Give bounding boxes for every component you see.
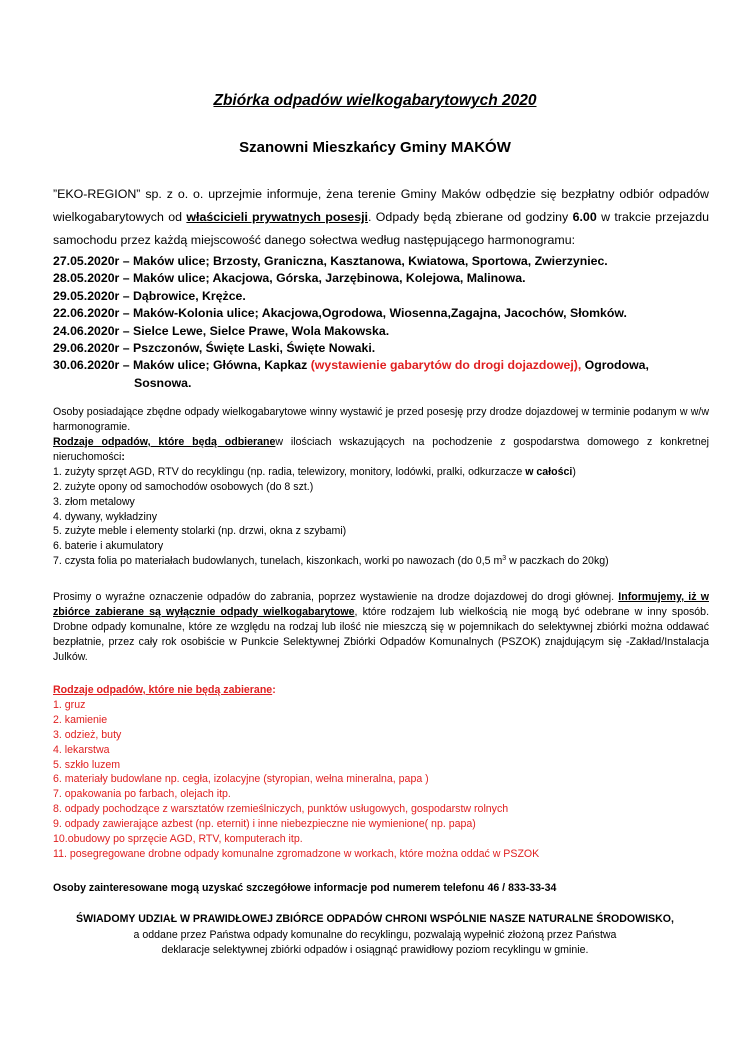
not-collected-section: [53, 683, 709, 862]
schedule-row: [53, 323, 723, 340]
list-item: 7. opakowania po farbach, olejach itp.: [53, 788, 231, 801]
collected-heading-colon: :: [121, 450, 125, 463]
schedule-note: (wystawienie gabarytów do drogi dojazdowej),: [310, 358, 582, 373]
list-item: [53, 465, 709, 480]
schedule-places: Maków ulice; Brzosty, Graniczna, Kasztanowa, Kwiatowa, Sportowa, Zwierzyniec.: [133, 254, 608, 268]
list-item: 3. odzież, buty: [53, 728, 122, 741]
info-paragraph: [53, 590, 709, 665]
collected-heading-title: Rodzaje odpadów, które będą odbierane: [53, 436, 276, 448]
info-emphasis: Informujemy, iż w zbiórce zabierane są wyłącznie odpady wielkogabarytowe: [53, 591, 709, 618]
info-text-1: Prosimy o wyraźne oznaczenie odpadów do zabrania, poprzez wystawienie na drodze dojazdowej do drogi głównej.: [53, 591, 619, 603]
schedule-date: 28.05.2020r: [53, 271, 120, 286]
schedule-date: 24.06.2020r: [53, 323, 120, 338]
schedule-date: 29.06.2020r: [53, 341, 120, 356]
schedule-row: [53, 357, 723, 374]
schedule-date: 29.05.2020r: [53, 288, 120, 303]
footer: [0, 912, 750, 959]
document-subtitle: Szanowni Mieszkańcy Gminy MAKÓW: [239, 139, 511, 156]
footer-text-line: a oddane przez Państwa odpady komunalne do recyklingu, pozwalają wypełnić złożoną przez Państwa: [133, 928, 617, 941]
list-item: 9. odpady zawierające azbest (np. eternit) i inne niebezpieczne nie wymienione( np. papa): [53, 818, 476, 831]
list-item-emphasis: w całości: [525, 465, 573, 478]
schedule-places: Sielce Lewe, Sielce Prawe, Wola Makowska.: [133, 323, 390, 338]
schedule-row: [53, 270, 723, 287]
schedule-row: [53, 305, 723, 322]
list-item: 8. odpady pochodzące z warsztatów rzemieślniczych, punktów usługowych, gospodarstw rolnych: [53, 803, 509, 816]
collected-heading: [53, 435, 709, 465]
list-item: 6. materiały budowlane np. cegła, izolacyjne (styropian, wełna mineralna, papa ): [53, 773, 429, 786]
schedule-date: 27.05.2020r: [53, 254, 120, 268]
list-item: 3. złom metalowy: [53, 495, 135, 508]
schedule-places: Dąbrowice, Krężce.: [133, 288, 246, 303]
info-text-2: , które rodzajem lub wielkością nie mogą być odebrane w inny sposób. Drobne odpady komunalne, które ze względu na rodzaj lub ilość nie mieszczą się w pojemnikach do selektywnej zbiórki można oddawać bezpłatnie, przez cały rok osobiście w Punkcie Selektywnej Zbiórki Odpadów Komunalnych (PSZOK) znajdującym się -Zakład/Instalacja Julków.: [53, 605, 710, 663]
not-collected-heading: [53, 683, 709, 698]
collection-schedule: [53, 253, 723, 392]
list-item: 5. szkło luzem: [53, 758, 121, 771]
schedule-dash: –: [122, 306, 130, 321]
list-item-end: ): [572, 465, 576, 478]
list-item: 1. gruz: [53, 698, 86, 711]
document-title: Zbiórka odpadów wielkogabarytowych 2020: [213, 92, 537, 109]
not-collected-heading-colon: :: [272, 684, 276, 696]
schedule-row: [53, 288, 723, 305]
schedule-dash: –: [122, 358, 130, 373]
intro-text-3: w trakcie przejazdu samochodu przez każdą miejscowość danego sołectwa według następującego harmonogramu:: [53, 210, 709, 247]
intro-private-owners: właścicieli prywatnych posesji: [186, 210, 368, 224]
footer-slogan: ŚWIADOMY UDZIAŁ W PRAWIDŁOWEJ ZBIÓRCE ODPADÓW CHRONI WSPÓLNIE NASZE NATURALNE ŚRODOWISKO,: [76, 913, 674, 925]
contact-line: Osoby zainteresowane mogą uzyskać szczegółowe informacje pod numerem telefonu 46 / 833-33-34: [53, 882, 557, 894]
intro-text-1: ”EKO-REGION” sp. z o. o. uprzejmie informuje, żena terenie Gminy Maków odbędzie się bezpłatny odbiór odpadów wielkogabarytowych od: [53, 187, 709, 224]
schedule-dash: –: [122, 254, 130, 268]
schedule-date: 22.06.2020r: [53, 306, 120, 321]
list-item: 4. dywany, wykładziny: [53, 510, 158, 523]
intro-text-2: . Odpady będą zbierane od godziny: [367, 210, 573, 224]
schedule-places: Pszczonów, Święte Laski, Święte Nowaki.: [133, 341, 376, 356]
intro-paragraph: [53, 183, 709, 252]
collected-waste-section: [53, 435, 709, 569]
schedule-places: Maków ulice; Akacjowa, Górska, Jarzębinowa, Kolejowa, Malinowa.: [133, 271, 526, 286]
list-item: 4. lekarstwa: [53, 743, 110, 756]
schedule-places: Maków-Kolonia ulice; Akacjowa,Ogrodowa, Wiosenna,Zagajna, Jacochów, Słomków.: [133, 306, 627, 321]
schedule-dash: –: [122, 288, 130, 303]
footer-text-line: deklaracje selektywnej zbiórki odpadów i osiągnąć prawidłowy poziom recyklingu w gminie.: [161, 944, 589, 956]
list-item: 2. zużyte opony od samochodów osobowych (do 8 szt.): [53, 480, 314, 493]
schedule-row-continuation: Sosnowa.: [134, 375, 192, 390]
schedule-row: [53, 340, 723, 357]
schedule-dash: –: [122, 271, 130, 286]
list-item: 11. posegregowane drobne odpady komunalne zgromadzone w workach, które można oddać w PSZOK: [53, 847, 540, 860]
list-item: 2. kamienie: [53, 713, 108, 726]
schedule-places: Maków ulice; Główna, Kapkaz: [133, 358, 311, 373]
list-item-text: 1. zużyty sprzęt AGD, RTV do recyklingu (np. radia, telewizory, monitory, lodówki, pralki, odkurzacze: [53, 465, 526, 478]
list-item-end: w paczkach do 20kg): [506, 555, 609, 568]
list-item: 10.obudowy po sprzęcie AGD, RTV, komputerach itp.: [53, 833, 303, 846]
schedule-row: [53, 253, 723, 270]
schedule-places-end: Ogrodowa,: [581, 358, 649, 373]
list-item-text: 7. czysta folia po materiałach budowlanych, tunelach, kiszonkach, worki po nawozach (do 0,5 m: [53, 555, 503, 568]
list-item: 6. baterie i akumulatory: [53, 540, 164, 553]
not-collected-heading-title: Rodzaje odpadów, które nie będą zabierane: [53, 684, 273, 696]
owners-paragraph: Osoby posiadające zbędne odpady wielkogabarytowe winny wystawić je przed posesję przy drodze dojazdowej w terminie podanym w w/w harmonogramie.: [53, 406, 709, 433]
list-item: [53, 554, 709, 569]
schedule-date: 30.06.2020r: [53, 358, 120, 373]
list-item-superscript: 3: [502, 555, 507, 563]
schedule-dash: –: [122, 323, 130, 338]
intro-hour: 6.00: [572, 210, 597, 224]
collected-heading-rest: w ilościach wskazujących na pochodzenie z gospodarstwa domowego z konkretnej nieruchomości: [53, 436, 709, 463]
schedule-dash: –: [122, 341, 130, 356]
list-item: 5. zużyte meble i elementy stolarki (np. drzwi, okna z szybami): [53, 525, 347, 538]
